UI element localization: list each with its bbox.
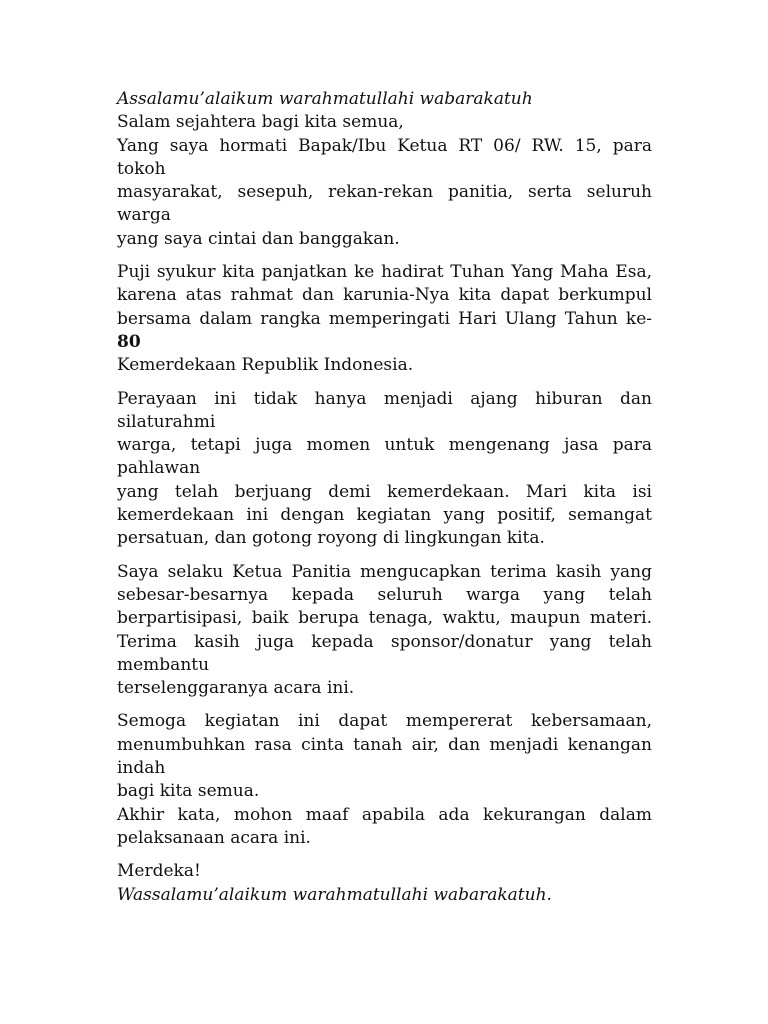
general-greeting: Salam sejahtera bagi kita semua, bbox=[117, 112, 404, 133]
celebration-paragraph bbox=[117, 388, 652, 551]
respect-line: masyarakat, sesepuh, rekan-rekan panitia, serta seluruh warga bbox=[117, 182, 652, 226]
hope-paragraph bbox=[117, 710, 652, 850]
merdeka-text: Merdeka! bbox=[117, 861, 201, 882]
apology-line: pelaksanaan acara ini. bbox=[117, 827, 311, 848]
farewell-greeting: Wassalamu’alaikum warahmatullahi wabarakatuh. bbox=[117, 884, 552, 905]
islamic-greeting: Assalamu’alaikum warahmatullahi wabarakatuh bbox=[117, 89, 533, 109]
gratitude-line: Kemerdekaan Republik Indonesia. bbox=[117, 355, 414, 376]
anniversary-prefix: bersama dalam rangka memperingati Hari Ulang Tahun ke- bbox=[117, 308, 652, 329]
hope-line: bagi kita semua. bbox=[117, 781, 260, 802]
thanks-line: sebesar-besarnya kepada seluruh warga yang telah bbox=[117, 584, 652, 605]
celebration-line: persatuan, dan gotong royong di lingkungan kita. bbox=[117, 528, 545, 549]
thanks-line: Terima kasih juga kepada sponsor/donatur yang telah membantu bbox=[117, 631, 652, 675]
gratitude-line: karena atas rahmat dan karunia-Nya kita dapat berkumpul bbox=[117, 285, 652, 306]
celebration-line: warga, tetapi juga momen untuk mengenang jasa para pahlawan bbox=[117, 435, 652, 479]
thanks-line: berpartisipasi, baik berupa tenaga, waktu, maupun materi. bbox=[117, 608, 652, 629]
letter-body bbox=[117, 88, 652, 917]
anniversary-number: 80 bbox=[117, 331, 141, 352]
gratitude-line: Puji syukur kita panjatkan ke hadirat Tuhan Yang Maha Esa, bbox=[117, 262, 652, 283]
greeting-paragraph bbox=[117, 88, 652, 251]
celebration-line: yang telah berjuang demi kemerdekaan. Mari kita isi bbox=[117, 481, 652, 502]
hope-line: menumbuhkan rasa cinta tanah air, dan menjadi kenangan indah bbox=[117, 734, 652, 779]
thanks-line: terselenggaranya acara ini. bbox=[117, 678, 355, 699]
thanks-paragraph bbox=[117, 561, 652, 701]
closing-paragraph bbox=[117, 860, 652, 907]
hope-line: Semoga kegiatan ini dapat mempererat kebersamaan, bbox=[117, 711, 652, 732]
celebration-line: Perayaan ini tidak hanya menjadi ajang hiburan dan silaturahmi bbox=[117, 388, 652, 432]
gratitude-line-anniversary bbox=[117, 308, 652, 355]
respect-line: yang saya cintai dan banggakan. bbox=[117, 228, 400, 249]
respect-line: Yang saya hormati Bapak/Ibu Ketua RT 06/ RW. 15, para tokoh bbox=[117, 135, 652, 179]
gratitude-paragraph bbox=[117, 261, 652, 377]
thanks-line: Saya selaku Ketua Panitia mengucapkan terima kasih yang bbox=[117, 561, 652, 582]
celebration-line: kemerdekaan ini dengan kegiatan yang positif, semangat bbox=[117, 505, 652, 526]
apology-line: Akhir kata, mohon maaf apabila ada kekurangan dalam bbox=[117, 804, 652, 825]
